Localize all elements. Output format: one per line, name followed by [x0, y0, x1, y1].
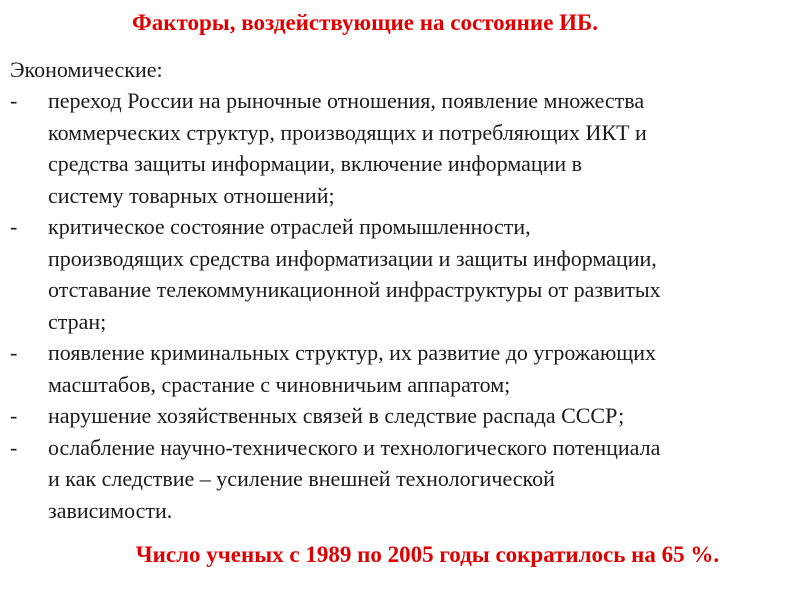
- bullet-line: коммерческих структур, производящих и потребляющих ИКТ и: [48, 119, 647, 145]
- bullet-dash: -: [10, 340, 18, 365]
- bullet-dash: -: [10, 88, 18, 113]
- bullet-line: производящих средства информатизации и защиты информации,: [48, 245, 657, 271]
- footer-note: Число ученых с 1989 по 2005 годы сократилось на 65 %.: [135, 542, 720, 567]
- bullet-line: переход России на рыночные отношения, появление множества: [48, 88, 645, 113]
- bullet-list: [10, 85, 795, 526]
- bullet-line: масштабов, срастание с чиновничьим аппаратом;: [48, 371, 511, 397]
- bullet-line: зависимости.: [48, 497, 173, 523]
- bullet-item: [10, 211, 795, 337]
- slide-title: Факторы, воздействующие на состояние ИБ.: [131, 10, 598, 35]
- bullet-line: систему товарных отношений;: [48, 182, 335, 208]
- bullet-item: [10, 432, 795, 527]
- bullet-line: и как следствие – усиление внешней технологической: [48, 466, 555, 491]
- bullet-item: [10, 337, 795, 400]
- bullet-dash: -: [10, 403, 18, 428]
- bullet-line: критическое состояние отраслей промышленности,: [48, 214, 531, 239]
- bullet-line: стран;: [48, 308, 107, 334]
- bullet-item: [10, 400, 795, 432]
- bullet-dash: -: [10, 214, 18, 239]
- bullet-line: средства защиты информации, включение информации в: [48, 151, 583, 176]
- bullet-line: нарушение хозяйственных связей в следствие распада СССР;: [48, 403, 625, 428]
- bullet-dash: -: [10, 434, 18, 460]
- bullet-line: ослабление научно-технического и технологического потенциала: [48, 434, 661, 460]
- bullet-line: появление криминальных структур, их развитие до угрожающих: [48, 340, 656, 365]
- section-heading: Экономические:: [10, 57, 163, 82]
- bullet-line: отставание телекоммуникационной инфраструктуры от развитых: [48, 277, 661, 302]
- bullet-item: [10, 85, 795, 211]
